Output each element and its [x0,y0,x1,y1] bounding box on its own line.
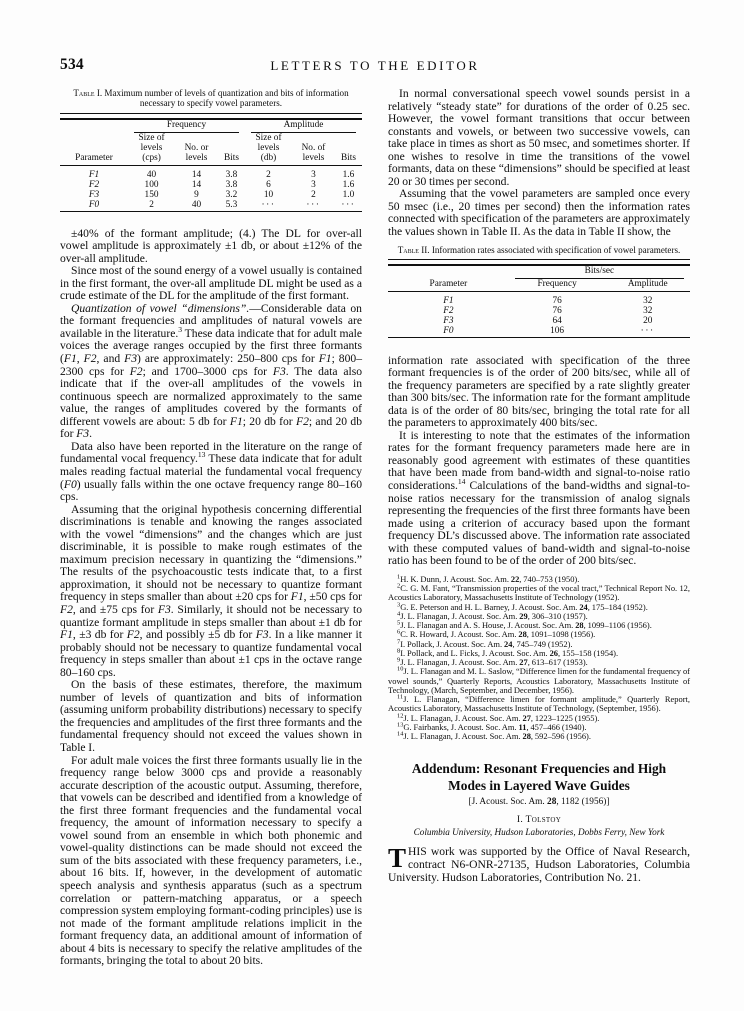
cell-amp-levels: ··· [306,200,321,211]
footnote-number: 5 [397,619,401,627]
table-row [60,200,362,211]
text-run: . [89,427,93,441]
formant-symbol: F3 [255,628,269,642]
text-run: , ±3 db for [72,628,127,642]
th-freq-bits-l3: Bits [223,153,239,164]
table-2-grid [388,259,690,342]
th-freq-size-l3: (cps) [142,153,161,164]
cell-freq-bits: 3.8 [225,180,238,191]
running-title: LETTERS TO THE EDITOR [270,58,480,73]
paragraph-r4 [388,430,690,568]
table-2 [388,245,690,342]
footnote-volume: 27 [522,712,531,723]
th-freq-size-l1: Size of [138,132,165,143]
th-frequency: Frequency [537,279,577,290]
table-1-header-line2 [60,143,362,153]
footnote-text-tail: , 457–466 (1940). [526,721,587,732]
footnote-number: 10 [397,665,404,673]
th-freq-bits-l2 [218,143,245,153]
footnote-volume: 28 [518,629,527,640]
cell-parameter: F0 [88,200,100,211]
text-run: Calculations of the band-widths and signal-to-noise ratios necessary for the transmission of analog signals representing the frequencies of the first three formants have been made using a criterion of accuracy based upon the formant frequency DL’s discussed above. The information rate associated with these computed values of band-width and signal-to-noise ratio has been found to be of the order of 200 bits/sec. [388,479,690,568]
text-run: ) are approximately: 250–800 cps for [137,352,319,366]
text-run: These data indicate that for adult male voices the average ranges occupied by the first three formants ( [60,326,362,366]
footnote-number: 2 [397,582,401,590]
table-2-group-header-row [388,265,690,279]
table-1-group-header-row [60,119,362,133]
cell-amp-levels: 2 [311,190,316,201]
footnote-text-tail: , 1099–1106 (1956). [583,620,652,631]
cell-frequency: 76 [552,296,562,307]
cell-amp-levels: 3 [311,180,316,191]
footnote-ref: 13 [197,450,206,460]
cell-freq-levels: 14 [191,180,202,191]
paragraph-l2: Since most of the sound energy of a vowel usually is contained in the first formant, the over-all amplitude DL might be used as a crude estimate of the DL for the amplitude of the first formant. [60,264,362,303]
cell-parameter: F2 [88,180,100,191]
text-run: ; and 1700–3000 cps for [142,364,273,378]
addendum-body [388,843,690,884]
paragraph-r3: information rate associated with specification of the three formant frequencies is of the order of 200 bits/sec, while all of the frequency parameters are specified by a rate slightly greater than 300 bits/sec. The information rate for the formant amplitude data is of the order of 80 bits/sec, bringing the total rate for all the parameters to approximately 400 bits/sec. [388,353,690,430]
two-column-body [60,88,690,968]
table-1-header-line3 [60,153,362,166]
formant-symbol: F2 [129,364,143,378]
table-row [388,306,690,316]
th-parameter: Parameter [429,279,468,290]
cell-amplitude: ··· [640,326,655,337]
footnote-text: G. E. Peterson and H. L. Barney, J. Acoust. Soc. Am. [400,601,580,612]
text-run: , ±50 cps for [303,590,362,604]
addendum-title-line-2: Modes in Layered Wave Guides [448,777,630,793]
th-freq-levels-l1 [175,133,218,143]
footnote-number: 3 [397,601,401,609]
text-run: , and ±75 cps for [72,602,158,616]
footnote-number: 11 [397,693,404,701]
cell-amp-size: 6 [266,180,271,191]
cell-freq-size: 100 [144,180,159,191]
table-row [388,326,690,337]
cell-freq-levels: 40 [191,200,202,211]
footnote-number: 8 [397,647,401,655]
footnote-volume: 28 [522,731,531,742]
text-run: , and [96,352,125,366]
cell-amplitude: 20 [643,316,653,327]
text-run: . Similarly, it should not be necessary to quantize formant amplitude in steps smaller than about ±1 db for [60,602,363,629]
text-run: Data also have been reported in the literature on the range of fundamental vocal frequency. [60,439,362,466]
cell-freq-bits: 3.8 [225,170,238,181]
table-1-caption [60,88,362,109]
footnote-text-tail: , 155–158 (1954). [558,647,619,658]
cell-parameter: F2 [443,306,454,317]
footnote-text: J. L. Flanagan, J. Acoust. Soc. Am. [403,731,523,742]
citation-volume: 28 [547,797,557,808]
paragraph-l6: On the basis of these estimates, therefore, the maximum number of levels of quantization and bits of information (assuming uniform probability distributions) necessary to specify the frequencies and amplitudes of the first three formants and the fundamental frequency should not exceed the values shown in Table I. [60,678,362,754]
footnote-text: J. L. Flanagan, J. Acoust. Soc. Am. [400,657,520,668]
th-freq-size-l2: levels [140,143,163,153]
footnote-number: 7 [397,638,401,646]
footnote-item [388,667,690,695]
table-2-caption [388,245,690,255]
text-run: , and possibly ±5 db for [139,628,256,642]
text-run: These data indicate that for adult males reading factual material the fundamental vocal frequency ( [60,452,362,491]
footnote-volume: 11 [518,721,527,732]
cell-freq-size: 2 [149,200,154,211]
paragraph-l3 [60,303,362,441]
addendum-citation [388,797,690,807]
cell-frequency: 106 [550,326,565,337]
cell-amp-bits: ··· [341,200,356,211]
cell-parameter: F3 [88,190,100,201]
table-row [60,180,362,190]
addendum-author: I. Tolstoy [516,814,562,826]
cell-amp-levels: 3 [311,170,316,181]
footnote-text: J. L. Flanagan and A. S. House, J. Acoust. Soc. Am. [400,620,576,631]
th-amp-bits-l2 [335,143,362,153]
footnote-text-tail: , 1091–1098 (1956). [526,629,596,640]
footnote-volume: 24 [579,601,588,612]
formant-symbol: F3 [272,364,286,378]
cell-freq-size: 150 [144,190,159,201]
running-head [60,54,690,84]
footnote-volume: 26 [549,647,559,658]
text-run: . In a like manner it probably should not be necessary to quantize fundamental vocal frequency in steps smaller than about ±1 cps in the octave range 80–160 cps. [60,628,362,679]
cell-amplitude: 32 [643,296,653,307]
footnote-number: 6 [397,628,401,636]
text-run: , [76,352,84,366]
th-parameter: Parameter [75,153,113,164]
formant-symbol: F2 [83,352,97,366]
text-run: ; 800–2300 cps for [60,352,362,378]
text-run: . The data also indicate that if the over-all amplitudes of the vowels in continuous speech are normalized approximately to the same value, the ranges of amplitudes covered by the formants of different vowels are about: 5 db for [60,364,362,428]
table-1-grid [60,113,362,216]
footnote-text-tail: , 613–617 (1953). [527,657,588,668]
addendum-body-text: HIS work was supported by the Office of Naval Research, contract N6-ONR-27135, Hudson Laboratories, Columbia University. Hudson Laboratories, Contribution No. 21. [388,845,690,884]
formant-symbol: F0 [63,477,77,491]
paragraph-l7: For adult male voices the first three formants usually lie in the frequency range below 3000 cps and provide a reasonably accurate description of the acoustic output. Assuming, therefore, that vowels can be described and identified from a knowledge of the first three formant frequencies and the fundamental vocal frequency, the amount of information necessary to specify a vowel sound from an ensemble in which both phonemic and vowel-quality distinctions can be made should not exceed the sum of the bits associated with these frequency parameters, i.e., about 16 bits. If, however, in the development of automatic speech analysis and synthesis apparatus (such as a spectrum correlation or pattern-matching apparatus, or a speech compression system employing formant-coding principles) use is not made of the formant amplitude relations implicit in the formant frequency data, an additional amount of information of about 4 bits is necessary to specify the relative amplitudes of the formants, bringing the total to about 20 bits. [60,753,362,968]
footnote-text: C. G. M. Fant, “Transmission properties of the vocal tract,” Technical Report No. 12, Acoustics Laboratory, Massachusetts Institute of Technology (1952). [388,583,690,603]
addendum-title [394,761,684,794]
formant-symbol: F2 [295,414,309,428]
table-1-group-frequency-label: Frequency [166,119,207,130]
table-2-caption-text: II. Information rates associated with specification of vowel parameters. [418,244,681,255]
paragraph-r2: Assuming that the vowel parameters are sampled once every 50 msec (i.e., 20 times per second) then the information rates connected with specification of the parameters are approximately the values shown in Table II. As the data in Table II show, the [388,187,690,239]
cell-parameter: F1 [88,170,100,181]
formant-symbol: F1 [229,414,243,428]
footnote-number: 1 [397,573,401,581]
footnote-number: 12 [397,712,404,720]
cell-parameter: F0 [443,326,454,337]
table-row [388,316,690,326]
footnote-number: 9 [397,656,401,664]
cell-freq-bits: 3.2 [225,190,238,201]
cell-frequency: 76 [552,306,562,317]
text-run: ) usually falls within the one octave frequency range 80–160 cps. [60,477,362,504]
cell-amplitude: 32 [643,306,653,317]
footnote-text-tail: , 592–596 (1956). [530,731,591,742]
footnote-text: G. Fairbanks, J. Acoust. Soc. Am. [403,721,519,732]
footnote-volume: 28 [575,620,584,631]
cell-freq-levels: 14 [191,170,202,181]
table-1-caption-text: I. Maximum number of levels of quantization and bits of information necessary to specify vowel parameters. [94,88,349,109]
page-number: 534 [60,56,84,73]
table-2-group-label: Bits/sec [584,265,615,276]
drop-cap: T [388,843,407,874]
footnote-text: I. Pollack, J. Acoust. Soc. Am. [400,638,505,649]
footnote-text-tail: , 740–753 (1950). [519,573,580,584]
footnote-number: 14 [397,730,404,738]
th-amp-levels-l3: levels [302,153,325,164]
text-run: ; 20 db for [242,414,296,428]
formant-symbol: F2 [60,602,73,616]
cell-freq-bits: 5.3 [225,200,238,211]
formant-symbol: F1 [290,590,304,604]
footnote-text-tail: , 1223–1225 (1955). [530,712,600,723]
cell-freq-levels: 9 [194,190,199,201]
th-amp-levels-l2: No. of [301,143,326,153]
footnote-volume: 29 [519,610,528,621]
footnote-text: C. R. Howard, J. Acoust. Soc. Am. [400,629,519,640]
table-row [388,296,690,306]
footnote-list [388,575,690,742]
paragraph-l1: ±40% of the formant amplitude; (4.) The DL for over-all vowel amplitude is approximately ±1 db, or about ±12% of the over-all amplitude. [60,226,362,265]
th-freq-levels-l2: No. or [184,143,209,153]
footnote-item [388,695,690,714]
cell-parameter: F3 [443,316,454,327]
footnote-volume: 22 [510,573,520,584]
footnote-volume: 24 [504,638,513,649]
paragraph-r1: In normal conversational speech vowel sounds persist in a relatively “steady state” for durations of the order of 0.25 sec. However, the vowel formant transitions that occur between constants and vowels, or between two successive vowels, can take place in times as short as 50 msec, and sometimes shorter. If one wishes to resolve in time the transitions of the vowel formants, data on these “dimensions” should be specified at least 20 or 30 times per second. [388,87,690,188]
paragraph-l4 [60,441,362,504]
table-1-group-amplitude-label: Amplitude [283,119,324,130]
footnote-volume: 27 [519,657,528,668]
citation-pre: [J. Acoust. Soc. Am. [468,797,548,808]
th-amp-size-l1: Size of [255,132,282,143]
cell-frequency: 64 [552,316,562,327]
footnote-ref: 14 [457,477,466,486]
formant-symbol: F3 [124,352,138,366]
footnote-number: 4 [397,610,401,618]
th-amp-bits-l3: Bits [340,153,356,164]
table-1-caption-label: Table [73,88,95,98]
cell-amp-size: 10 [263,190,274,201]
footnote-text: H. K. Dunn, J. Acoust. Soc. Am. [400,573,511,584]
footnote-text: J. L. Flanagan, J. Acoust. Soc. Am. [400,610,520,621]
th-amp-levels-l1 [292,133,335,143]
right-column [388,88,690,884]
text-run: ; and 20 db for [60,414,362,441]
addendum-article [388,761,690,884]
table-2-group-bits-per-sec [509,265,690,279]
table-1-bottom-rule [60,211,362,216]
footnote-text: J. L. Flanagan and M. L. Saslow, “Difference limen for the fundamental frequency of vowel sounds,” Quarterly Reports, Acoustics Laboratory, Massachusetts Institute of Technology, (March, September, and December, 1956). [388,666,690,695]
table-1 [60,88,362,216]
footnote-item [388,732,690,741]
cell-freq-size: 40 [146,170,157,181]
table-row [60,190,362,200]
th-amp-bits-l1 [335,133,362,143]
footnote-text: J. L. Flanagan, J. Acoust. Soc. Am. [403,712,523,723]
citation-post: , 1182 (1956)] [556,797,610,808]
text-run: Assuming that the original hypothesis concerning differential discriminations is tenable and knowing the ranges associated with the vowel “dimensions” and the changes which are just discriminable, it is possible to make rough estimates of the maximum precision necessary in quantizing the “dimensions.” The results of the psychoacoustic tests indicate that, to a first approximation, it should not be necessary to quantize formant frequency in steps smaller than about ±20 cps for [60,502,362,604]
cell-parameter: F1 [443,296,454,307]
formant-symbol: F1 [318,352,332,366]
addendum-title-line-1: Addendum: Resonant Frequencies and High [411,761,667,777]
addendum-affiliation: Columbia University, Hudson Laboratories, Dobbs Ferry, New York [413,827,665,838]
footnote-number: 13 [397,721,404,729]
text-run: It is interesting to note that the estimates of the information rates for the formant frequency parameters made here are in reasonably good agreement with estimates of these quantities that have been made from band-width and signal-to-noise ratio considerations. [388,428,690,492]
formant-symbol: F1 [60,628,73,642]
table-row [60,170,362,180]
footnote-text-tail: , 175–184 (1952). [587,601,648,612]
cell-amp-bits: 1.0 [342,190,355,201]
footnote-ref: 3 [178,324,183,334]
formant-symbol: F3 [157,602,171,616]
left-column [60,88,362,968]
table-1-group-frequency [128,119,245,133]
cell-amp-size: ··· [261,200,276,211]
formant-symbol: F2 [126,628,140,642]
th-freq-levels-l3: levels [185,153,208,164]
th-amp-size-l2: levels [257,143,280,153]
formant-symbol: F1 [63,352,77,366]
section-lead-italic: Quantization of vowel “dimensions”. [71,301,250,315]
th-freq-bits-l1 [218,133,245,143]
paragraph-l5 [60,504,362,680]
th-amp-size-l3: (db) [260,153,277,164]
footnote-text: I. Pollack, and L. Ficks, J. Acoust. Soc. Am. [400,647,550,658]
cell-amp-size: 2 [266,170,271,181]
th-amplitude: Amplitude [627,279,668,290]
table-2-bottom-rule [388,337,690,342]
cell-amp-bits: 1.6 [342,180,355,191]
footnote-text-tail: , 306–310 (1957). [527,610,588,621]
table-2-header-row [388,279,690,292]
text-run: —Considerable data on the formant frequencies and amplitudes of natural vowels are available in the literature. [60,301,362,340]
footnote-item [388,584,690,603]
footnote-text-tail: , 745–749 (1952). [512,638,573,649]
table-2-caption-label: Table [397,244,419,255]
cell-amp-bits: 1.6 [342,170,355,181]
table-1-header-line1 [60,133,362,143]
formant-symbol: F3 [76,427,90,441]
table-1-group-amplitude [245,119,362,133]
footnote-text: J. L. Flanagan, “Difference limen for formant amplitude,” Quarterly Report, Acoustics Laboratory, Massachusetts Institute of Technology, (September, 1956). [388,694,690,714]
